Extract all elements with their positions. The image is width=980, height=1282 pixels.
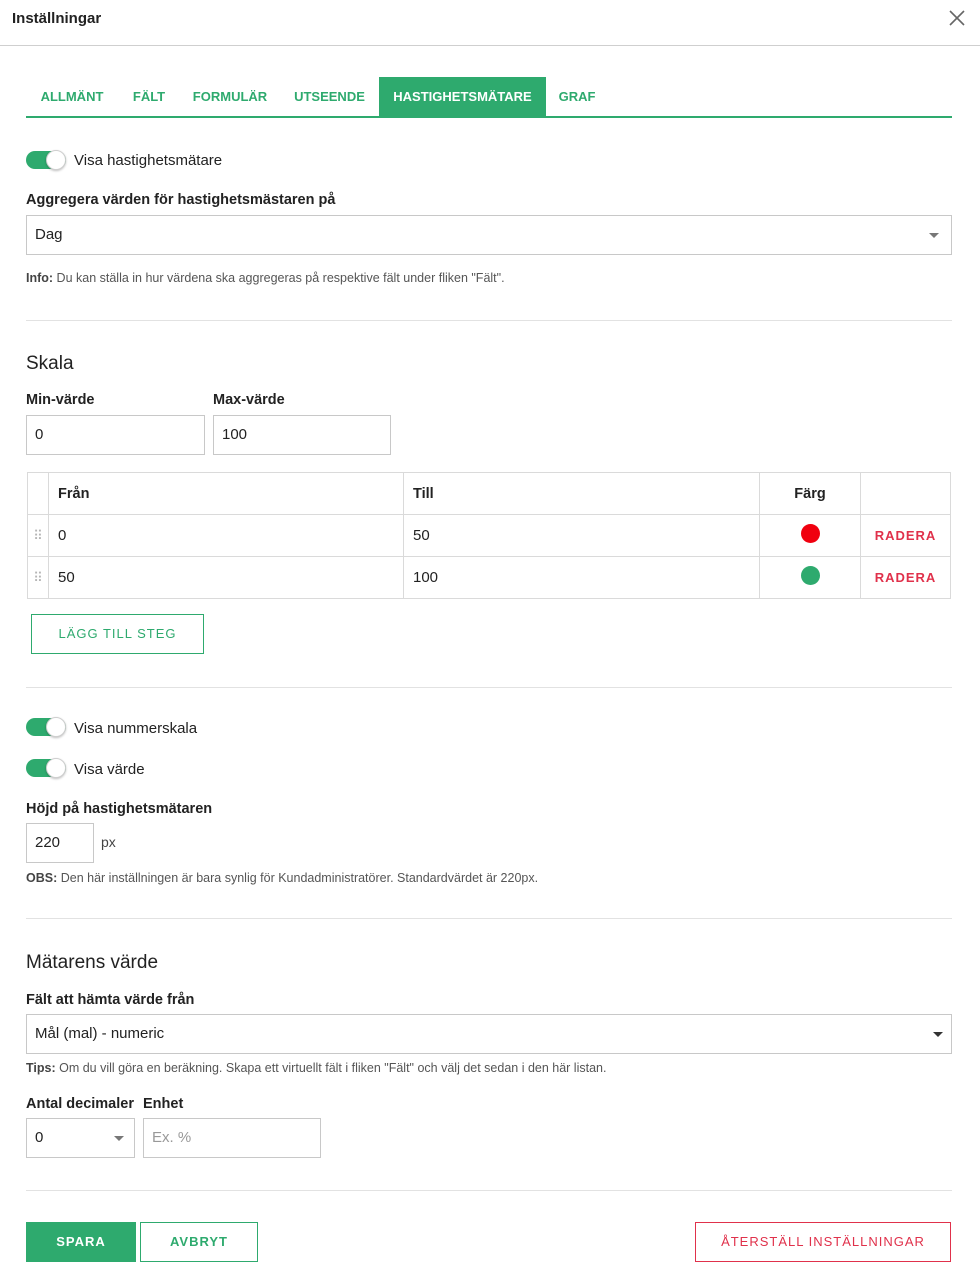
reset-settings-button[interactable]: ÅTERSTÄLL INSTÄLLNINGAR (695, 1222, 951, 1262)
chevron-down-icon (929, 233, 939, 238)
field-source-select[interactable] (26, 1014, 952, 1054)
decimals-label: Antal decimaler (26, 1096, 134, 1112)
table-row (28, 557, 951, 599)
height-unit: px (101, 834, 116, 850)
drag-handle-icon[interactable]: ⠿ (28, 557, 49, 599)
step-to-cell[interactable]: 100 (404, 557, 760, 599)
add-step-button[interactable]: LÄGG TILL STEG (31, 614, 204, 654)
settings-tabs (26, 77, 952, 118)
dialog-header (0, 0, 980, 46)
divider (26, 1190, 952, 1191)
color-swatch[interactable] (801, 566, 820, 585)
show-number-scale-toggle[interactable] (26, 718, 66, 736)
decimals-select[interactable] (26, 1118, 135, 1158)
gauge-value-title: Mätarens värde (26, 952, 159, 973)
table-header-row (28, 473, 951, 515)
unit-input[interactable]: Ex. % (143, 1118, 321, 1158)
min-value-label: Min-värde (26, 392, 95, 408)
tab-falt[interactable]: FÄLT (132, 89, 166, 104)
height-input[interactable]: 220 (26, 823, 94, 863)
show-value-label: Visa värde (74, 761, 145, 778)
height-note: OBS: Den här inställningen är bara synlig för Kundadministratörer. Standardvärdet är 220px. (26, 871, 539, 885)
show-gauge-toggle[interactable] (26, 151, 66, 169)
step-from-cell[interactable]: 0 (49, 515, 404, 557)
step-action-cell (861, 515, 951, 557)
unit-label: Enhet (143, 1096, 184, 1112)
save-button[interactable]: SPARA (26, 1222, 136, 1262)
table-row (28, 515, 951, 557)
cancel-button[interactable]: AVBRYT (140, 1222, 258, 1262)
show-gauge-label: Visa hastighetsmätare (74, 152, 223, 169)
column-header-to: Till (404, 473, 760, 515)
tab-hastighetsmatare[interactable]: HASTIGHETSMÄTARE (379, 77, 546, 116)
tab-allmant[interactable]: ALLMÄNT (40, 89, 104, 104)
chevron-down-icon (933, 1032, 943, 1037)
field-source-value: Mål (mal) - numeric (35, 1025, 165, 1042)
aggregate-info: Info: Du kan ställa in hur värdena ska aggregeras på respektive fält under fliken "Fält". (26, 271, 505, 285)
step-color-cell (760, 557, 861, 599)
divider (26, 320, 952, 321)
step-to-cell[interactable]: 50 (404, 515, 760, 557)
divider (26, 918, 952, 919)
close-icon[interactable] (948, 9, 966, 27)
show-value-toggle[interactable] (26, 759, 66, 777)
scale-steps-table (27, 472, 951, 599)
delete-step-button[interactable]: RADERA (874, 570, 937, 585)
dialog-title: Inställningar (12, 10, 102, 27)
tab-utseende[interactable]: UTSEENDE (294, 89, 365, 104)
drag-handle-icon[interactable]: ⠿ (28, 515, 49, 557)
color-swatch[interactable] (801, 524, 820, 543)
aggregate-select[interactable] (26, 215, 952, 255)
show-number-scale-label: Visa nummerskala (74, 720, 198, 737)
column-header-color: Färg (760, 473, 861, 515)
column-header-from: Från (49, 473, 404, 515)
step-color-cell (760, 515, 861, 557)
handle-header (28, 473, 49, 515)
decimals-value: 0 (35, 1129, 44, 1146)
step-from-cell[interactable]: 50 (49, 557, 404, 599)
tab-formular[interactable]: FORMULÄR (192, 89, 268, 104)
divider (26, 687, 952, 688)
tab-graf[interactable]: GRAF (558, 89, 596, 104)
step-action-cell (861, 557, 951, 599)
chevron-down-icon (114, 1136, 124, 1141)
aggregate-select-value: Dag (35, 226, 63, 243)
height-label: Höjd på hastighetsmätaren (26, 801, 213, 817)
max-value-input[interactable]: 100 (213, 415, 391, 455)
delete-step-button[interactable]: RADERA (874, 528, 937, 543)
column-header-action (861, 473, 951, 515)
aggregate-label: Aggregera värden för hastighetsmästaren på (26, 192, 336, 208)
scale-title: Skala (26, 353, 74, 374)
field-source-label: Fält att hämta värde från (26, 992, 195, 1008)
min-value-input[interactable]: 0 (26, 415, 205, 455)
max-value-label: Max-värde (213, 392, 285, 408)
field-source-tip: Tips: Om du vill göra en beräkning. Skapa ett virtuellt fält i fliken "Fält" och välj det sedan i den här listan. (26, 1061, 607, 1075)
